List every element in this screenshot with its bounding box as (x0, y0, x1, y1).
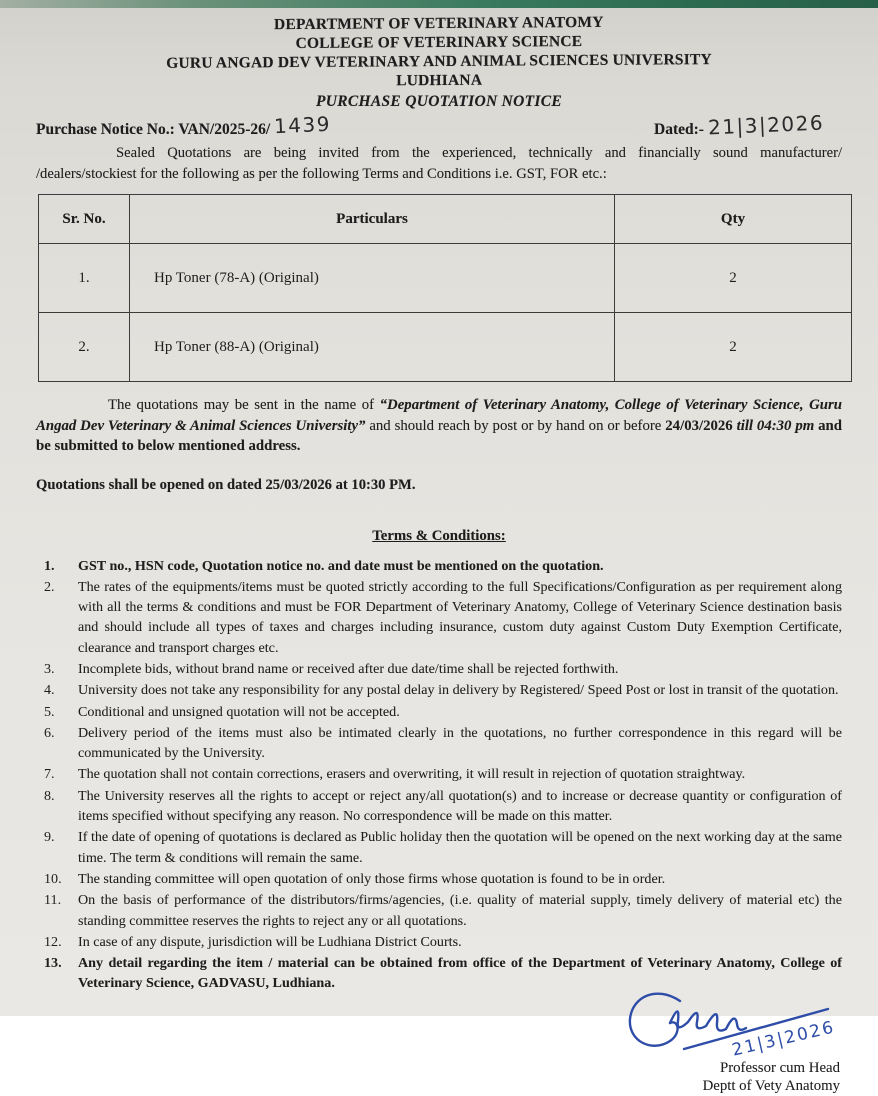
term-text: The standing committee will open quotation of only those firms whose quotation is found to be in order. (78, 870, 666, 887)
signature-zone (36, 995, 842, 1059)
document-title: PURCHASE QUOTATION NOTICE (315, 93, 563, 110)
term-item (36, 702, 842, 722)
opening-date-line: Quotations shall be opened on dated 25/03/2026 at 10:30 PM. (36, 476, 416, 493)
dated-label: Dated:- (654, 121, 704, 138)
term-text: The University reserves all the rights to accept or reject any/all quotation(s) and to increase or decrease quantity or configuration of items specified without specifying any reason. No correspondence will be made on this matter. (78, 787, 842, 825)
table-row (39, 244, 852, 313)
term-text: The quotation shall not contain corrections, erasers and overwriting, it will result in rejection of quotation straightway. (78, 766, 746, 783)
term-text: The rates of the equipments/items must be quoted strictly according to the full Specifications/Configuration as per requirement along with all the terms & conditions and must be FOR Department of Veterinary Anatomy, College of Veterinary Science destination basis and should include all types of taxes and charges including insurance, custom duty against Custom Duty Exemption Certificate, clearance and transport charges etc. (78, 578, 842, 656)
term-number: 8. (44, 787, 55, 804)
term-item (36, 890, 842, 931)
handwritten-notice-number: 1439 (273, 111, 332, 139)
term-item (36, 932, 842, 952)
col-header-particulars: Particulars (130, 195, 615, 244)
row-particulars: Hp Toner (88-A) (Original) (130, 313, 615, 382)
term-item (36, 723, 842, 764)
term-text: Incomplete bids, without brand name or received after due date/time shall be rejected forthwith. (78, 660, 619, 677)
term-number: 12. (44, 933, 62, 950)
term-item (36, 869, 842, 889)
term-item (36, 786, 842, 827)
items-table (38, 194, 852, 382)
term-text: On the basis of performance of the distributors/firms/agencies, (i.e. quality of material supply, timely delivery of material etc) the standing committee reserves the rights to reject any or all quotations. (78, 892, 842, 929)
department-name: DEPARTMENT OF VETERINARY ANATOMY (273, 13, 604, 34)
terms-heading: Terms & Conditions: (372, 527, 506, 544)
term-item (36, 764, 842, 784)
term-text: GST no., HSN code, Quotation notice no. and date must be mentioned on the quotation. (78, 557, 604, 574)
table-header-row (39, 195, 852, 244)
designation-line-2: Deptt of Vety Anatomy (702, 1078, 840, 1095)
term-number: 1. (44, 557, 55, 574)
row-sr-no: 2. (39, 313, 130, 382)
row-particulars: Hp Toner (78-A) (Original) (130, 244, 615, 313)
term-number: 9. (44, 829, 55, 846)
row-qty: 2 (615, 313, 852, 382)
term-text: Delivery period of the items must also be intimated clearly in the quotations, no further correspondence in this regard will be communicated by the University. (78, 724, 842, 762)
dated-field (654, 110, 825, 140)
notice-meta-row (36, 110, 842, 140)
handwritten-date: 21|3|2026 (707, 110, 825, 140)
term-item (36, 556, 842, 576)
row-qty: 2 (615, 244, 852, 313)
purchase-notice-label: Purchase Notice No.: VAN/2025-26/ (36, 121, 271, 138)
college-name: COLLEGE OF VETERINARY SCIENCE (295, 32, 583, 53)
intro-paragraph: Sealed Quotations are being invited from the experienced, technically and financially sound manufacturer/ /dealers/stockiest for the following as per the following Terms and Conditions i.e. GST, FOR etc.: (36, 145, 842, 182)
term-item (36, 659, 842, 679)
term-number: 3. (44, 660, 55, 677)
term-number: 13. (44, 955, 62, 972)
term-text: Conditional and unsigned quotation will not be accepted. (78, 703, 400, 720)
term-number: 2. (44, 578, 55, 595)
term-text: Any detail regarding the item / material can be obtained from office of the Department of Veterinary Anatomy, College of Veterinary Science, GADVASU, Ludhiana. (78, 955, 842, 992)
university-name: GURU ANGAD DEV VETERINARY AND ANIMAL SCIENCES UNIVERSITY (166, 51, 712, 72)
terms-list (36, 556, 842, 994)
designation-line-1: Professor cum Head (720, 1059, 840, 1076)
signatory-designation (36, 1059, 842, 1096)
signature-date: 21|3|2026 (729, 1017, 837, 1061)
term-number: 5. (44, 703, 55, 720)
col-header-qty: Qty (615, 195, 852, 244)
term-number: 11. (44, 892, 62, 909)
table-row (39, 313, 852, 382)
term-item (36, 577, 842, 658)
scan-edge-strip (0, 0, 878, 8)
term-number: 4. (44, 682, 55, 699)
purchase-notice-number (36, 111, 332, 139)
term-item (36, 680, 842, 700)
term-text: In case of any dispute, jurisdiction will be Ludhiana District Courts. (78, 933, 462, 950)
term-number: 7. (44, 766, 55, 783)
term-item (36, 827, 842, 868)
term-text: University does not take any responsibility for any postal delay in delivery by Registered/ Speed Post or lost in transit of the quotation. (78, 682, 839, 699)
submission-paragraph: The quotations may be sent in the name of “Department of Veterinary Anatomy, College of Veterinary Science, Guru Angad Dev Veterinary & Animal Sciences University” and should reach by post or by hand on or before 24/03/2026 till 04:30 pm and be submitted to below mentioned address. (36, 397, 843, 454)
city-name: LUDHIANA (396, 71, 483, 90)
row-sr-no: 1. (39, 244, 130, 313)
term-text: If the date of opening of quotations is declared as Public holiday then the quotation will be opened on the next working day at the same time. The term & conditions will remain the same. (78, 829, 842, 866)
term-number: 10. (44, 870, 62, 887)
term-number: 6. (44, 724, 55, 741)
letterhead (36, 11, 843, 93)
col-header-sr-no: Sr. No. (39, 195, 130, 244)
